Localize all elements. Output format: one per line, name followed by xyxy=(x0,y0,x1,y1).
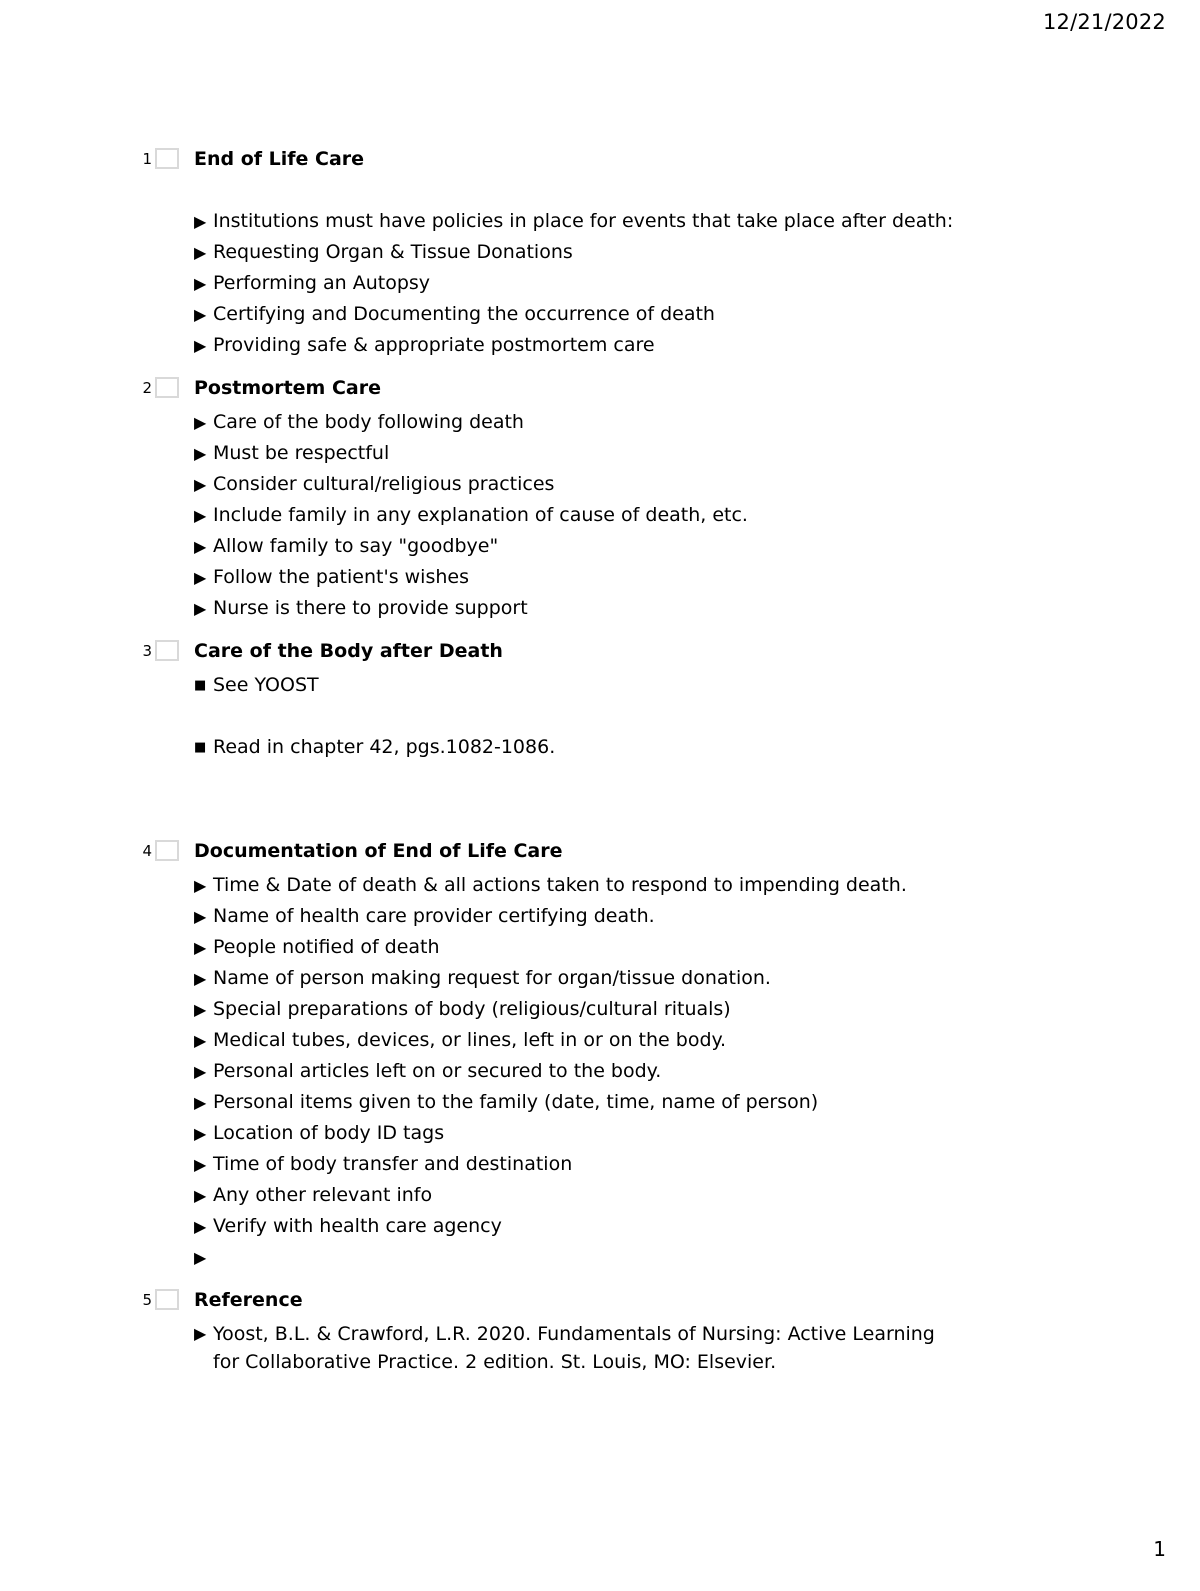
list-item-text: See YOOST xyxy=(213,674,319,696)
list-item xyxy=(194,562,748,593)
list-item xyxy=(194,407,748,438)
list-item xyxy=(194,1180,907,1211)
triangle-right-icon: ▶ xyxy=(194,444,207,463)
list-item-text: Performing an Autopsy xyxy=(213,272,431,294)
list-item-text: Consider cultural/religious practices xyxy=(213,473,555,495)
triangle-right-icon: ▶ xyxy=(194,907,207,926)
list-item-text: Include family in any explanation of cause of death, etc. xyxy=(213,504,748,526)
list-item xyxy=(194,670,555,701)
list-item xyxy=(194,531,748,562)
list-item-text: Time of body transfer and destination xyxy=(213,1153,573,1175)
list-item xyxy=(194,206,953,237)
triangle-right-icon: ▶ xyxy=(194,506,207,525)
bullet-list xyxy=(194,407,748,624)
list-item-text: Institutions must have policies in place for events that take place after death: xyxy=(213,210,954,232)
square-icon: ■ xyxy=(194,740,207,755)
triangle-right-icon: ▶ xyxy=(194,274,207,293)
slide-title: Care of the Body after Death xyxy=(194,640,503,662)
list-item-text: Name of person making request for organ/tissue donation. xyxy=(213,967,771,989)
slide-title: Postmortem Care xyxy=(194,377,381,399)
slide-number: 5 xyxy=(142,1291,152,1309)
triangle-right-icon: ▶ xyxy=(194,1324,207,1343)
slide-header xyxy=(138,1289,1038,1317)
slide-3 xyxy=(138,640,1038,758)
list-item xyxy=(194,330,953,361)
list-item-text: Time & Date of death & all actions taken to respond to impending death. xyxy=(213,874,907,896)
triangle-right-icon: ▶ xyxy=(194,243,207,262)
list-item xyxy=(194,932,907,963)
list-item-text: People notified of death xyxy=(213,936,440,958)
list-item-text: Certifying and Documenting the occurrence of death xyxy=(213,303,715,325)
list-item xyxy=(194,438,748,469)
list-item xyxy=(194,901,907,932)
list-item xyxy=(194,994,907,1025)
list-item-text: Providing safe & appropriate postmortem care xyxy=(213,334,655,356)
triangle-right-icon: ▶ xyxy=(194,1248,207,1267)
list-item-text: Yoost, B.L. & Crawford, L.R. 2020. Fundamentals of Nursing: Active Learning for Collaborative Practice. 2 edition. St. Louis, MO: Elsevier. xyxy=(213,1323,935,1373)
list-item xyxy=(194,1087,907,1118)
list-item-text: Requesting Organ & Tissue Donations xyxy=(213,241,573,263)
list-item-text: Read in chapter 42, pgs.1082-1086. xyxy=(213,736,556,758)
triangle-right-icon: ▶ xyxy=(194,537,207,556)
triangle-right-icon: ▶ xyxy=(194,305,207,324)
list-item-text: Personal articles left on or secured to the body. xyxy=(213,1060,662,1082)
list-item xyxy=(194,1118,907,1149)
slide-number: 1 xyxy=(142,150,152,168)
list-item-text: Name of health care provider certifying death. xyxy=(213,905,655,927)
slide-thumbnail-box[interactable] xyxy=(155,377,179,398)
list-item-text: Any other relevant info xyxy=(213,1184,433,1206)
slide-header xyxy=(138,148,1038,176)
triangle-right-icon: ▶ xyxy=(194,1217,207,1236)
triangle-right-icon: ▶ xyxy=(194,876,207,895)
slide-number: 3 xyxy=(142,642,152,660)
slide-2 xyxy=(138,377,1038,619)
slide-4 xyxy=(138,840,1038,1267)
list-item xyxy=(194,1211,907,1242)
slide-title: End of Life Care xyxy=(194,148,365,170)
triangle-right-icon: ▶ xyxy=(194,413,207,432)
triangle-right-icon: ▶ xyxy=(194,1155,207,1174)
slide-header xyxy=(138,640,1038,668)
list-item-text: Care of the body following death xyxy=(213,411,524,433)
bullet-list xyxy=(194,1320,953,1376)
triangle-right-icon: ▶ xyxy=(194,1093,207,1112)
slide-header xyxy=(138,840,1038,868)
list-item-text: Special preparations of body (religious/cultural rituals) xyxy=(213,998,731,1020)
triangle-right-icon: ▶ xyxy=(194,475,207,494)
list-item xyxy=(194,268,953,299)
list-item xyxy=(194,1149,907,1180)
list-item-text: Location of body ID tags xyxy=(213,1122,445,1144)
slide-thumbnail-box[interactable] xyxy=(155,1289,179,1310)
list-item xyxy=(194,299,953,330)
triangle-right-icon: ▶ xyxy=(194,599,207,618)
slide-header xyxy=(138,377,1038,405)
page-number: 1 xyxy=(1153,1537,1166,1561)
triangle-right-icon: ▶ xyxy=(194,1000,207,1019)
slide-number: 2 xyxy=(142,379,152,397)
bullet-list xyxy=(194,206,953,361)
list-item xyxy=(194,1320,953,1376)
triangle-right-icon: ▶ xyxy=(194,212,207,231)
slide-5 xyxy=(138,1289,1038,1373)
triangle-right-icon: ▶ xyxy=(194,969,207,988)
bullet-list xyxy=(194,870,907,1267)
slide-thumbnail-box[interactable] xyxy=(155,148,179,169)
list-item xyxy=(194,870,907,901)
triangle-right-icon: ▶ xyxy=(194,568,207,587)
slide-number: 4 xyxy=(142,842,152,860)
list-item xyxy=(194,469,748,500)
list-item-text: Must be respectful xyxy=(213,442,390,464)
list-item xyxy=(194,963,907,994)
list-item xyxy=(194,1056,907,1087)
slide-1 xyxy=(138,148,1038,356)
triangle-right-icon: ▶ xyxy=(194,1186,207,1205)
slide-title: Reference xyxy=(194,1289,303,1311)
list-item-text: Personal items given to the family (date, time, name of person) xyxy=(213,1091,819,1113)
print-date: 12/21/2022 xyxy=(1042,10,1166,34)
slide-title: Documentation of End of Life Care xyxy=(194,840,563,862)
triangle-right-icon: ▶ xyxy=(194,938,207,957)
list-item xyxy=(194,732,555,763)
slide-thumbnail-box[interactable] xyxy=(155,840,179,861)
list-item-text: Verify with health care agency xyxy=(213,1215,502,1237)
slide-thumbnail-box[interactable] xyxy=(155,640,179,661)
list-item xyxy=(194,237,953,268)
square-icon: ■ xyxy=(194,678,207,693)
list-item-text: Nurse is there to provide support xyxy=(213,597,528,619)
triangle-right-icon: ▶ xyxy=(194,1031,207,1050)
triangle-right-icon: ▶ xyxy=(194,1124,207,1143)
list-item-text: Follow the patient's wishes xyxy=(213,566,469,588)
triangle-right-icon: ▶ xyxy=(194,1062,207,1081)
list-item xyxy=(194,593,748,624)
list-item-text: Medical tubes, devices, or lines, left in or on the body. xyxy=(213,1029,727,1051)
list-item xyxy=(194,500,748,531)
list-item xyxy=(194,1025,907,1056)
bullet-list xyxy=(194,670,555,763)
triangle-right-icon: ▶ xyxy=(194,336,207,355)
list-item-text: Allow family to say "goodbye" xyxy=(213,535,499,557)
